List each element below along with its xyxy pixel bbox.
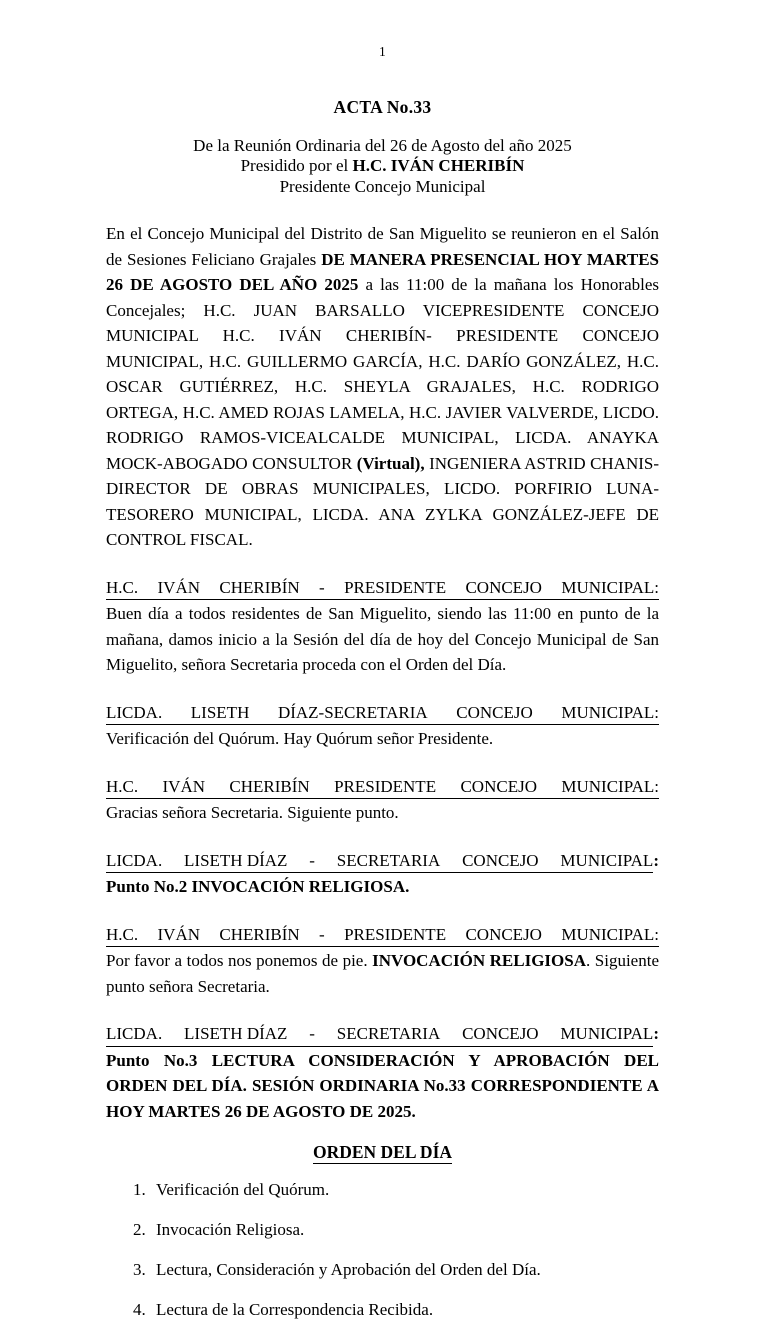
speaker-word: -: [319, 924, 325, 944]
speaker-heading: [106, 776, 659, 800]
agenda-heading-text: ORDEN DEL DÍA: [312, 1142, 453, 1162]
speaker-word: SECRETARIA: [336, 1024, 441, 1043]
speaker-heading: [106, 850, 659, 874]
speaker-heading-underlined: [106, 850, 653, 874]
speaker-heading-colon: :: [653, 850, 659, 870]
speech-text: Punto No.2 INVOCACIÓN RELIGIOSA.: [106, 877, 410, 896]
speaker-word: CHERIBÍN: [229, 776, 310, 796]
subtitle-line-chair: [106, 156, 659, 177]
speaker-word: CONCEJO: [465, 577, 542, 597]
opening-part-3: INGENIERA ASTRID CHANIS-DIRECTOR DE OBRAS MUNICIPALES, LICDO. PORFIRIO LUNA-TESORERO MUNICIPAL, LICDA. ANA ZYLKA GONZÁLEZ-JEFE DE CONTROL FISCAL.: [106, 453, 660, 549]
speaker-word: H.C.: [106, 776, 139, 796]
chair-name: H.C. IVÁN CHERIBÍN: [352, 156, 525, 175]
speaker-heading-underlined: [106, 577, 659, 601]
speaker-word: LICDA.: [106, 1024, 163, 1043]
speaker-word: SECRETARIA: [336, 850, 441, 870]
document-subtitle: [106, 136, 659, 198]
speaker-word: -: [309, 1024, 315, 1043]
speaker-word: LICDA.: [106, 850, 163, 870]
speaker-word: CONCEJO: [462, 1024, 539, 1043]
speaker-word: MUNICIPAL: [560, 850, 654, 870]
page-title: ACTA No.33: [333, 96, 432, 117]
speaker-word: IVÁN: [157, 577, 200, 597]
speaker-heading: [106, 702, 659, 726]
speech-prefix: Por favor a todos nos ponemos de pie.: [106, 951, 373, 970]
speaker-word: -: [309, 850, 315, 870]
speaker-word: MUNICIPAL:: [561, 776, 659, 796]
agenda-heading: [106, 1142, 659, 1163]
speaker-word: LISETH DÍAZ: [184, 850, 288, 870]
speaker-word: CONCEJO: [456, 702, 533, 722]
speaker-word: MUNICIPAL: [560, 1024, 654, 1043]
speaker-word: H.C.: [106, 924, 139, 944]
page-number: 1: [379, 44, 386, 59]
speaker-heading-underlined: [106, 1023, 653, 1047]
speech-bold-phrase: INVOCACIÓN RELIGIOSA: [372, 951, 586, 970]
speaker-word: CHERIBÍN: [219, 924, 300, 944]
agenda-item: 4. Lectura de la Correspondencia Recibida.: [150, 1299, 659, 1321]
opening-bold-session: DE MANERA PRESENCIAL HOY MARTES 26 DE AGOSTO DEL AÑO 2025: [106, 249, 659, 294]
speaker-heading: [106, 924, 659, 948]
speech-text: Buen día a todos residentes de San Miguelito, siendo las 11:00 en punto de la mañana, damos inicio a la Sesión del día de hoy del Concejo Municipal de San Miguelito, señora Secretaria proceda con el Orden del Día.: [106, 604, 659, 674]
speech-suffix: . Siguiente punto señora Secretaria.: [106, 951, 659, 996]
subtitle-line-meeting: De la Reunión Ordinaria del 26 de Agosto del año 2025: [193, 135, 572, 155]
speech-text: [106, 948, 659, 999]
speech-text: Verificación del Quórum. Hay Quórum señor Presidente.: [106, 729, 494, 748]
speaker-heading-underlined: [106, 776, 659, 800]
speaker-word: LISETH: [190, 702, 250, 722]
page-content: [106, 0, 659, 1321]
chair-prefix: Presidido por el: [240, 156, 353, 175]
speaker-word: IVÁN: [157, 924, 200, 944]
speaker-word: PRESIDENTE: [344, 924, 447, 944]
opening-part-2: a las 11:00 de la mañana los Honorables Concejales; H.C. JUAN BARSALLO VICEPRESIDENTE CONCEJO MUNICIPAL H.C. IVÁN CHERIBÍN- PRESIDENTE CONCEJO MUNICIPAL, H.C. GUILLERMO GARCÍA, H.C. DARÍO GONZÁLEZ, H.C. OSCAR GUTIÉRREZ, H.C. SHEYLA GRAJALES, H.C. RODRIGO ORTEGA, H.C. AMED ROJAS LAMELA, H.C. JAVIER VALVERDE, LICDO. RODRIGO RAMOS-VICEALCALDE MUNICIPAL, LICDA. ANAYKA MOCK-ABOGADO CONSULTOR: [106, 275, 660, 473]
agenda-item: 3. Lectura, Consideración y Aprobación del Orden del Día.: [150, 1259, 659, 1281]
opening-paragraph: [106, 221, 659, 553]
speaker-word: MUNICIPAL:: [561, 577, 659, 597]
speaker-word: PRESIDENTE: [344, 577, 447, 597]
speaker-heading: [106, 1023, 659, 1047]
speaker-word: LISETH DÍAZ: [184, 1024, 288, 1043]
subtitle-line-role: Presidente Concejo Municipal: [279, 176, 486, 196]
speaker-word: H.C.: [106, 577, 139, 597]
speaker-word: CHERIBÍN: [219, 577, 300, 597]
opening-part-1: En el Concejo Municipal del Distrito de San Miguelito se reunieron en el Salón de Sesiones Feliciano Grajales: [106, 224, 659, 269]
speaker-heading: [106, 577, 659, 601]
speech-text: Gracias señora Secretaria. Siguiente punto.: [106, 803, 399, 822]
agenda-item: 2. Invocación Religiosa.: [150, 1219, 659, 1241]
speaker-word: CONCEJO: [462, 850, 539, 870]
agenda-item: 1. Verificación del Quórum.: [150, 1179, 659, 1201]
speaker-word: IVÁN: [162, 776, 206, 796]
speaker-word: CONCEJO: [465, 924, 542, 944]
speaker-word: MUNICIPAL:: [561, 924, 659, 944]
speaker-word: -: [319, 577, 325, 597]
speech-text: Punto No.3 LECTURA CONSIDERACIÓN Y APROBACIÓN DEL ORDEN DEL DÍA. SESIÓN ORDINARIA No.33 CORRESPONDIENTE A HOY MARTES 26 DE AGOSTO DE 2025.: [106, 1050, 659, 1121]
speaker-heading-colon: :: [653, 1024, 659, 1043]
speaker-heading-underlined: [106, 924, 659, 948]
speaker-heading-underlined: [106, 702, 659, 726]
opening-bold-virtual: (Virtual),: [356, 453, 425, 473]
speaker-sections: [106, 577, 659, 1125]
agenda-list: [106, 1179, 659, 1321]
speaker-word: PRESIDENTE: [334, 776, 437, 796]
speaker-word: CONCEJO: [460, 776, 537, 796]
speaker-word: DÍAZ-SECRETARIA: [277, 702, 428, 722]
speaker-word: MUNICIPAL:: [561, 702, 659, 722]
speaker-word: LICDA.: [106, 702, 163, 722]
